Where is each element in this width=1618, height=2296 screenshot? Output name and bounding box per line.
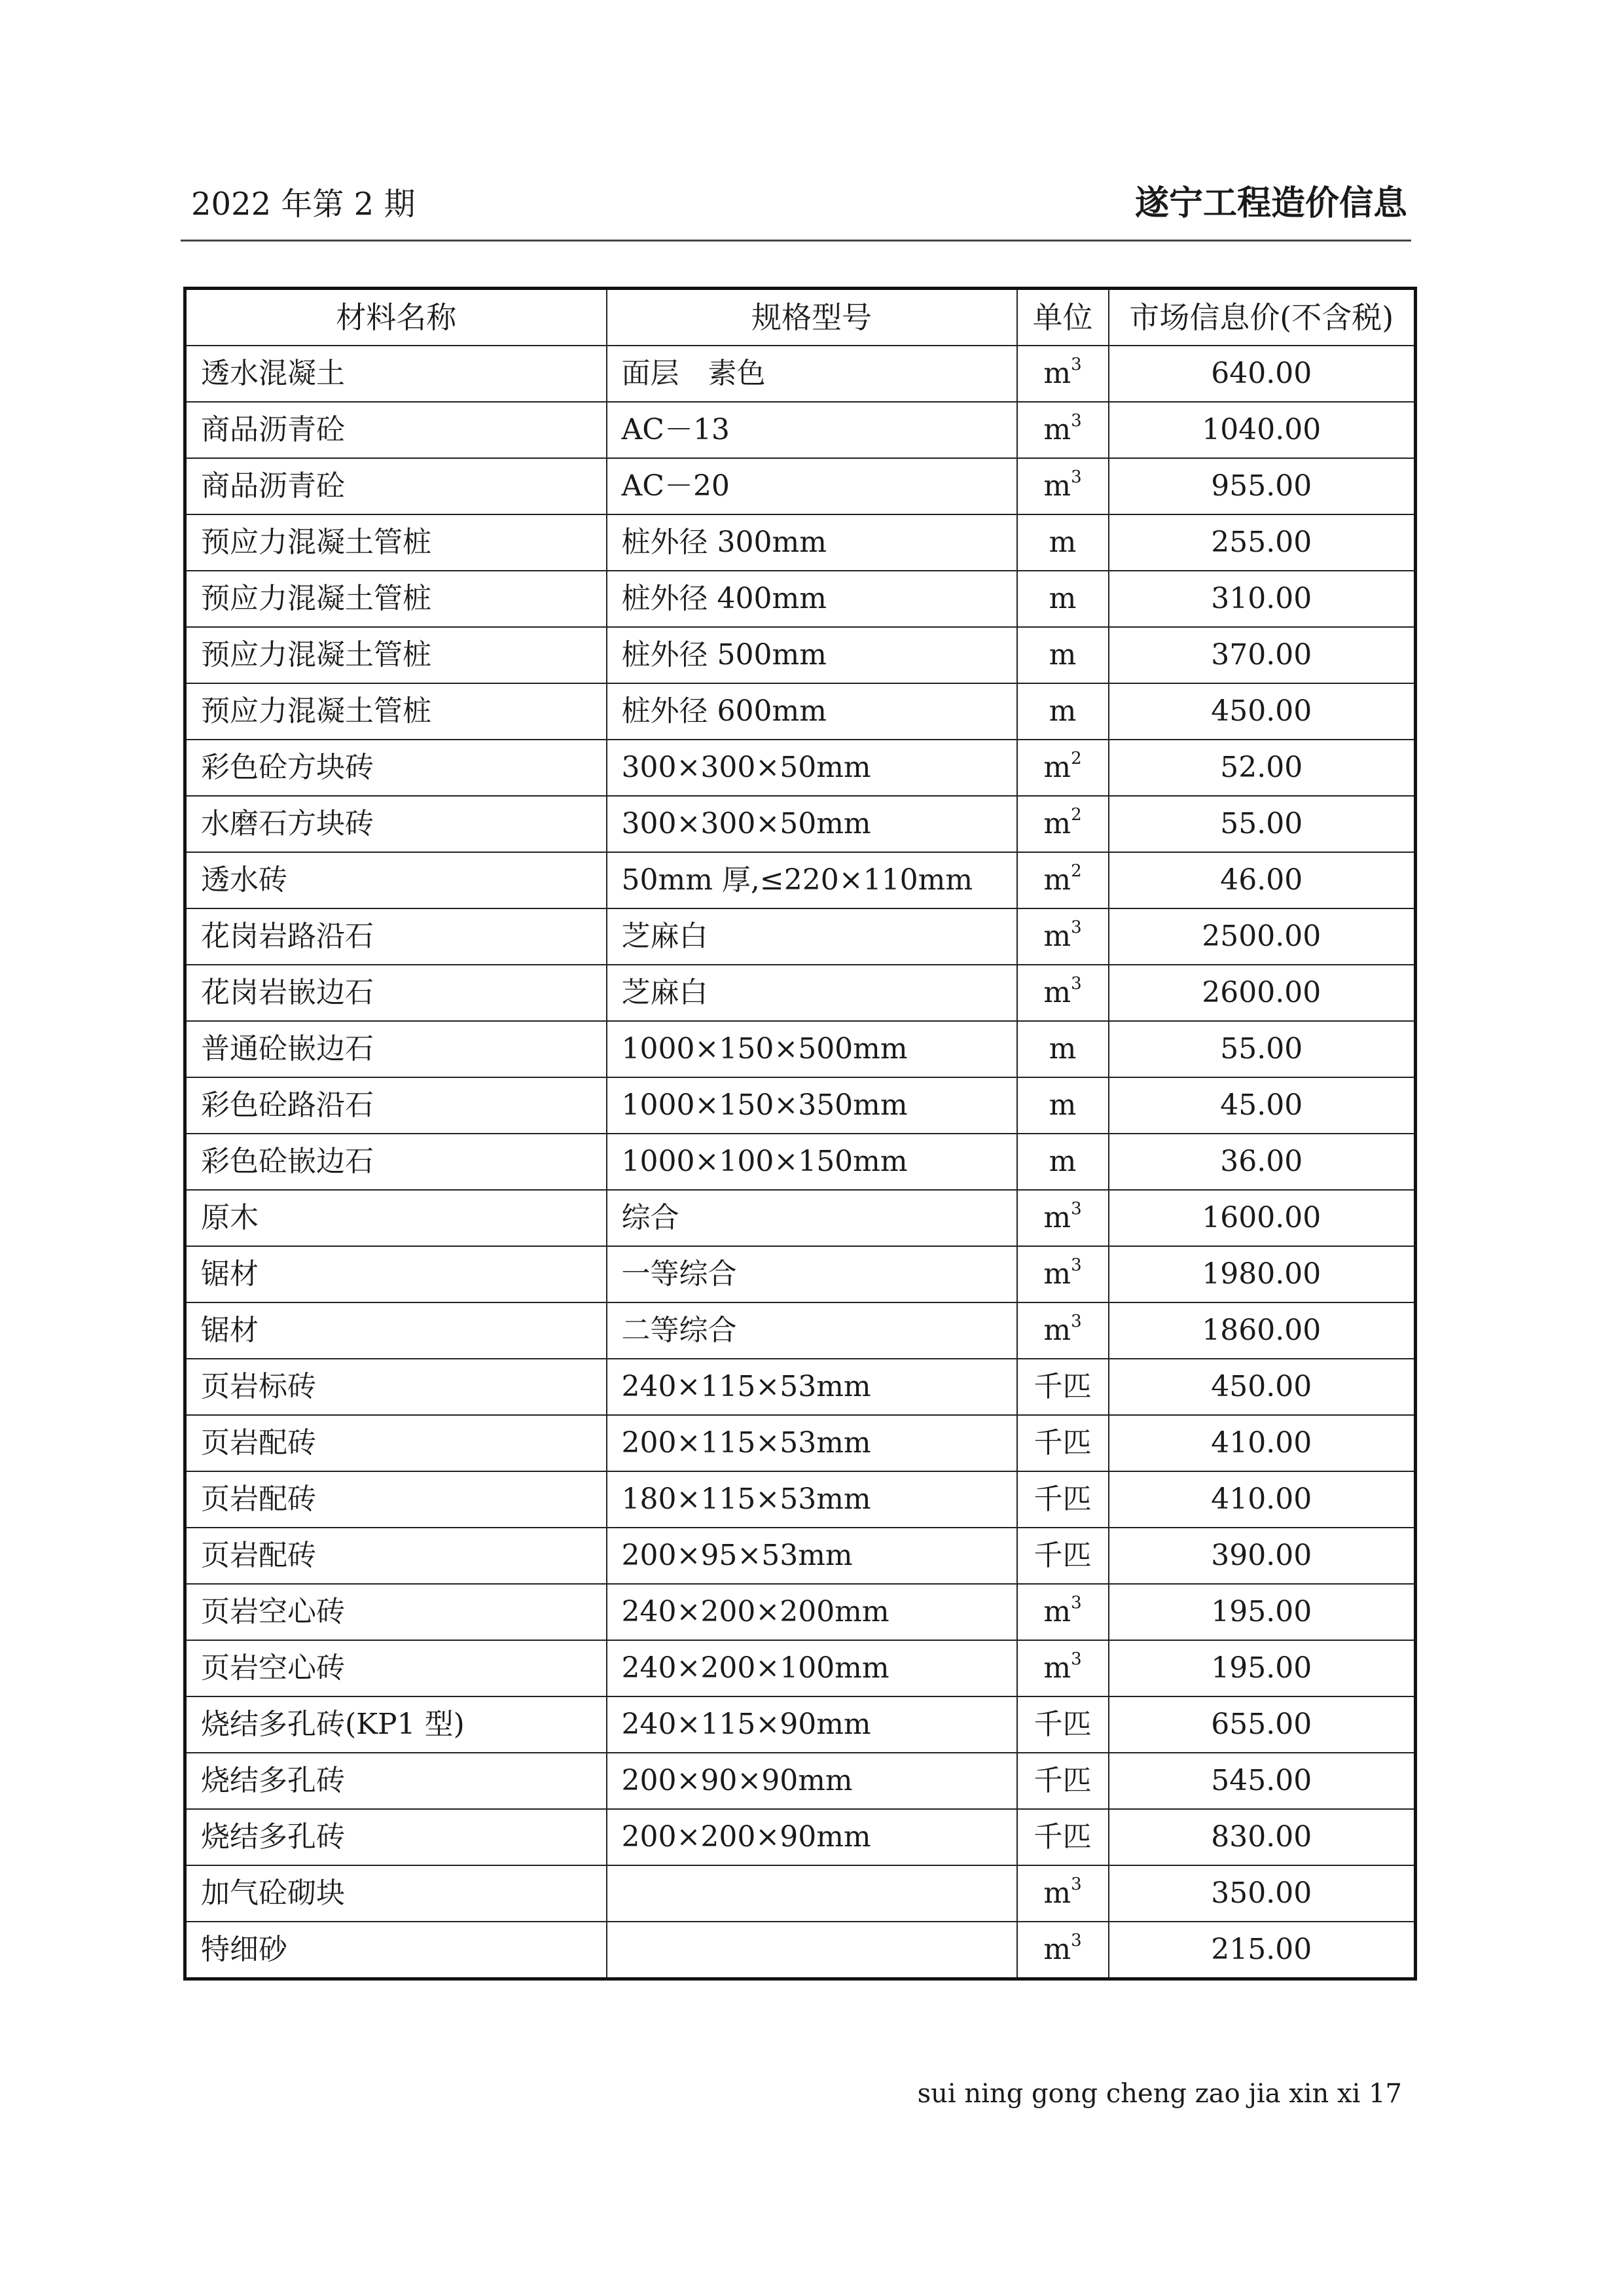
unit-cell [1017, 740, 1109, 796]
material-name-cell: 预应力混凝土管桩 [185, 514, 607, 571]
material-name-cell: 锯材 [185, 1302, 607, 1359]
unit-exponent: 3 [1071, 1199, 1082, 1219]
material-name-cell: 原木 [185, 1190, 607, 1246]
unit-exponent: 3 [1071, 1312, 1082, 1331]
unit-base: m [1043, 1257, 1071, 1291]
unit-cell [1017, 1584, 1109, 1640]
unit-cell [1017, 1809, 1109, 1865]
unit-base: m [1043, 1933, 1071, 1966]
price-cell: 215.00 [1109, 1922, 1416, 1979]
header-divider [181, 240, 1411, 242]
price-cell: 390.00 [1109, 1528, 1416, 1584]
spec-cell: 1000×100×150mm [607, 1134, 1017, 1190]
price-cell: 545.00 [1109, 1753, 1416, 1809]
material-name-cell: 特细砂 [185, 1922, 607, 1979]
price-cell: 55.00 [1109, 796, 1416, 852]
price-cell: 450.00 [1109, 683, 1416, 740]
table-body [185, 346, 1416, 1979]
table-row [185, 1696, 1416, 1753]
unit-base: 千匹 [1034, 1820, 1092, 1854]
table-row [185, 1922, 1416, 1979]
table-row [185, 1190, 1416, 1246]
unit-base: m [1043, 976, 1071, 1009]
price-cell: 655.00 [1109, 1696, 1416, 1753]
material-name-cell: 预应力混凝土管桩 [185, 683, 607, 740]
unit-cell [1017, 796, 1109, 852]
price-table [183, 287, 1417, 1981]
spec-cell: 二等综合 [607, 1302, 1017, 1359]
table-row [185, 1134, 1416, 1190]
table-row [185, 1246, 1416, 1302]
unit-cell [1017, 458, 1109, 514]
price-cell: 450.00 [1109, 1359, 1416, 1415]
spec-cell: 桩外径 400mm [607, 571, 1017, 627]
material-name-cell: 页岩配砖 [185, 1415, 607, 1471]
table-row [185, 683, 1416, 740]
spec-cell: 综合 [607, 1190, 1017, 1246]
unit-cell [1017, 1246, 1109, 1302]
material-name-cell: 水磨石方块砖 [185, 796, 607, 852]
spec-cell: 1000×150×500mm [607, 1021, 1017, 1077]
unit-base: m [1043, 1595, 1071, 1628]
material-name-cell: 彩色砼方块砖 [185, 740, 607, 796]
table-row [185, 346, 1416, 402]
publication-title: 遂宁工程造价信息 [1134, 183, 1407, 223]
unit-exponent: 3 [1071, 1874, 1082, 1894]
table-row [185, 1471, 1416, 1528]
price-cell: 46.00 [1109, 852, 1416, 908]
material-name-cell: 页岩空心砖 [185, 1640, 607, 1696]
unit-base: m [1049, 1145, 1077, 1178]
price-cell: 1980.00 [1109, 1246, 1416, 1302]
material-name-cell: 加气砼砌块 [185, 1865, 607, 1922]
unit-base: 千匹 [1034, 1370, 1092, 1403]
price-cell: 1600.00 [1109, 1190, 1416, 1246]
unit-cell [1017, 1415, 1109, 1471]
spec-cell: AC－13 [607, 402, 1017, 458]
price-cell: 310.00 [1109, 571, 1416, 627]
unit-base: m [1043, 1314, 1071, 1347]
table-row [185, 627, 1416, 683]
price-cell: 52.00 [1109, 740, 1416, 796]
table-row [185, 1584, 1416, 1640]
unit-base: m [1043, 1876, 1071, 1910]
price-cell: 1860.00 [1109, 1302, 1416, 1359]
unit-exponent: 3 [1071, 411, 1082, 431]
unit-base: m [1049, 1032, 1077, 1066]
spec-cell: 300×300×50mm [607, 740, 1017, 796]
unit-cell [1017, 1021, 1109, 1077]
unit-cell [1017, 1190, 1109, 1246]
price-cell: 410.00 [1109, 1415, 1416, 1471]
unit-cell [1017, 1922, 1109, 1979]
unit-base: 千匹 [1034, 1539, 1092, 1572]
table-row [185, 908, 1416, 965]
unit-exponent: 2 [1071, 861, 1082, 881]
price-cell: 955.00 [1109, 458, 1416, 514]
unit-cell [1017, 514, 1109, 571]
unit-cell [1017, 1134, 1109, 1190]
table-row [185, 1021, 1416, 1077]
spec-cell: 300×300×50mm [607, 796, 1017, 852]
unit-cell [1017, 852, 1109, 908]
column-header-price: 市场信息价(不含税) [1109, 289, 1416, 346]
unit-cell [1017, 1865, 1109, 1922]
table-row [185, 1302, 1416, 1359]
unit-base: m [1049, 526, 1077, 559]
material-name-cell: 页岩配砖 [185, 1471, 607, 1528]
table-row [185, 1077, 1416, 1134]
spec-cell: 一等综合 [607, 1246, 1017, 1302]
price-cell: 1040.00 [1109, 402, 1416, 458]
unit-base: 千匹 [1034, 1426, 1092, 1460]
table-row [185, 965, 1416, 1021]
table-row [185, 1753, 1416, 1809]
unit-exponent: 3 [1071, 1931, 1082, 1950]
spec-cell: 240×115×90mm [607, 1696, 1017, 1753]
table-row [185, 571, 1416, 627]
material-name-cell: 锯材 [185, 1246, 607, 1302]
unit-exponent: 3 [1071, 1593, 1082, 1613]
price-cell: 350.00 [1109, 1865, 1416, 1922]
unit-base: 千匹 [1034, 1482, 1092, 1516]
table-header-row [185, 289, 1416, 346]
material-name-cell: 预应力混凝土管桩 [185, 571, 607, 627]
spec-cell: 面层 素色 [607, 346, 1017, 402]
price-cell: 195.00 [1109, 1640, 1416, 1696]
unit-base: m [1043, 863, 1071, 897]
material-name-cell: 商品沥青砼 [185, 402, 607, 458]
unit-cell [1017, 1640, 1109, 1696]
unit-exponent: 2 [1071, 805, 1082, 825]
table-row [185, 514, 1416, 571]
price-cell: 45.00 [1109, 1077, 1416, 1134]
unit-base: m [1043, 1651, 1071, 1685]
unit-cell [1017, 908, 1109, 965]
spec-cell: 芝麻白 [607, 908, 1017, 965]
material-name-cell: 页岩空心砖 [185, 1584, 607, 1640]
unit-base: m [1049, 1088, 1077, 1122]
table-row [185, 740, 1416, 796]
unit-exponent: 3 [1071, 974, 1082, 994]
material-name-cell: 彩色砼嵌边石 [185, 1134, 607, 1190]
unit-cell [1017, 1753, 1109, 1809]
material-name-cell: 花岗岩路沿石 [185, 908, 607, 965]
unit-exponent: 3 [1071, 467, 1082, 487]
price-cell: 255.00 [1109, 514, 1416, 571]
table-row [185, 852, 1416, 908]
spec-cell: AC－20 [607, 458, 1017, 514]
price-cell: 2500.00 [1109, 908, 1416, 965]
spec-cell: 240×200×100mm [607, 1640, 1017, 1696]
spec-cell: 桩外径 300mm [607, 514, 1017, 571]
spec-cell: 200×200×90mm [607, 1809, 1017, 1865]
price-cell: 195.00 [1109, 1584, 1416, 1640]
table-row [185, 1415, 1416, 1471]
material-name-cell: 商品沥青砼 [185, 458, 607, 514]
spec-cell: 200×95×53mm [607, 1528, 1017, 1584]
price-cell: 370.00 [1109, 627, 1416, 683]
unit-base: m [1049, 694, 1077, 728]
material-name-cell: 预应力混凝土管桩 [185, 627, 607, 683]
spec-cell [607, 1865, 1017, 1922]
spec-cell: 180×115×53mm [607, 1471, 1017, 1528]
spec-cell: 240×115×53mm [607, 1359, 1017, 1415]
unit-cell [1017, 1359, 1109, 1415]
unit-base: 千匹 [1034, 1764, 1092, 1797]
unit-exponent: 3 [1071, 918, 1082, 937]
unit-cell [1017, 1471, 1109, 1528]
price-cell: 410.00 [1109, 1471, 1416, 1528]
spec-cell: 桩外径 600mm [607, 683, 1017, 740]
table-row [185, 458, 1416, 514]
material-name-cell: 透水砖 [185, 852, 607, 908]
unit-cell [1017, 1077, 1109, 1134]
price-cell: 55.00 [1109, 1021, 1416, 1077]
unit-cell [1017, 683, 1109, 740]
unit-cell [1017, 571, 1109, 627]
unit-cell [1017, 1528, 1109, 1584]
unit-cell [1017, 346, 1109, 402]
price-cell: 830.00 [1109, 1809, 1416, 1865]
unit-cell [1017, 965, 1109, 1021]
material-name-cell: 花岗岩嵌边石 [185, 965, 607, 1021]
price-cell: 2600.00 [1109, 965, 1416, 1021]
unit-base: m [1049, 638, 1077, 672]
spec-cell: 1000×150×350mm [607, 1077, 1017, 1134]
unit-base: m [1043, 357, 1071, 390]
table-row [185, 1809, 1416, 1865]
table-row [185, 1640, 1416, 1696]
spec-cell [607, 1922, 1017, 1979]
spec-cell: 50mm 厚,≤220×110mm [607, 852, 1017, 908]
unit-base: m [1043, 751, 1071, 784]
column-header-spec: 规格型号 [607, 289, 1017, 346]
table-row [185, 796, 1416, 852]
unit-base: m [1043, 413, 1071, 446]
spec-cell: 芝麻白 [607, 965, 1017, 1021]
column-header-unit: 单位 [1017, 289, 1109, 346]
page-footer: sui ning gong cheng zao jia xin xi 17 [917, 2079, 1402, 2109]
unit-base: m [1043, 469, 1071, 503]
price-cell: 640.00 [1109, 346, 1416, 402]
material-name-cell: 烧结多孔砖(KP1 型) [185, 1696, 607, 1753]
unit-cell [1017, 402, 1109, 458]
material-name-cell: 页岩标砖 [185, 1359, 607, 1415]
issue-label: 2022 年第 2 期 [191, 186, 416, 223]
material-name-cell: 普通砼嵌边石 [185, 1021, 607, 1077]
unit-base: m [1043, 920, 1071, 953]
unit-exponent: 3 [1071, 1649, 1082, 1669]
unit-exponent: 3 [1071, 1255, 1082, 1275]
spec-cell: 桩外径 500mm [607, 627, 1017, 683]
table-row [185, 1528, 1416, 1584]
unit-exponent: 3 [1071, 355, 1082, 374]
unit-base: m [1043, 1201, 1071, 1234]
unit-cell [1017, 1302, 1109, 1359]
unit-base: 千匹 [1034, 1708, 1092, 1741]
spec-cell: 200×90×90mm [607, 1753, 1017, 1809]
material-name-cell: 透水混凝土 [185, 346, 607, 402]
unit-exponent: 2 [1071, 749, 1082, 768]
spec-cell: 200×115×53mm [607, 1415, 1017, 1471]
material-name-cell: 烧结多孔砖 [185, 1809, 607, 1865]
price-cell: 36.00 [1109, 1134, 1416, 1190]
unit-cell [1017, 627, 1109, 683]
material-name-cell: 彩色砼路沿石 [185, 1077, 607, 1134]
unit-cell [1017, 1696, 1109, 1753]
material-name-cell: 页岩配砖 [185, 1528, 607, 1584]
spec-cell: 240×200×200mm [607, 1584, 1017, 1640]
unit-base: m [1043, 807, 1071, 840]
material-name-cell: 烧结多孔砖 [185, 1753, 607, 1809]
table-row [185, 402, 1416, 458]
table-row [185, 1359, 1416, 1415]
unit-base: m [1049, 582, 1077, 615]
table-row [185, 1865, 1416, 1922]
column-header-name: 材料名称 [185, 289, 607, 346]
